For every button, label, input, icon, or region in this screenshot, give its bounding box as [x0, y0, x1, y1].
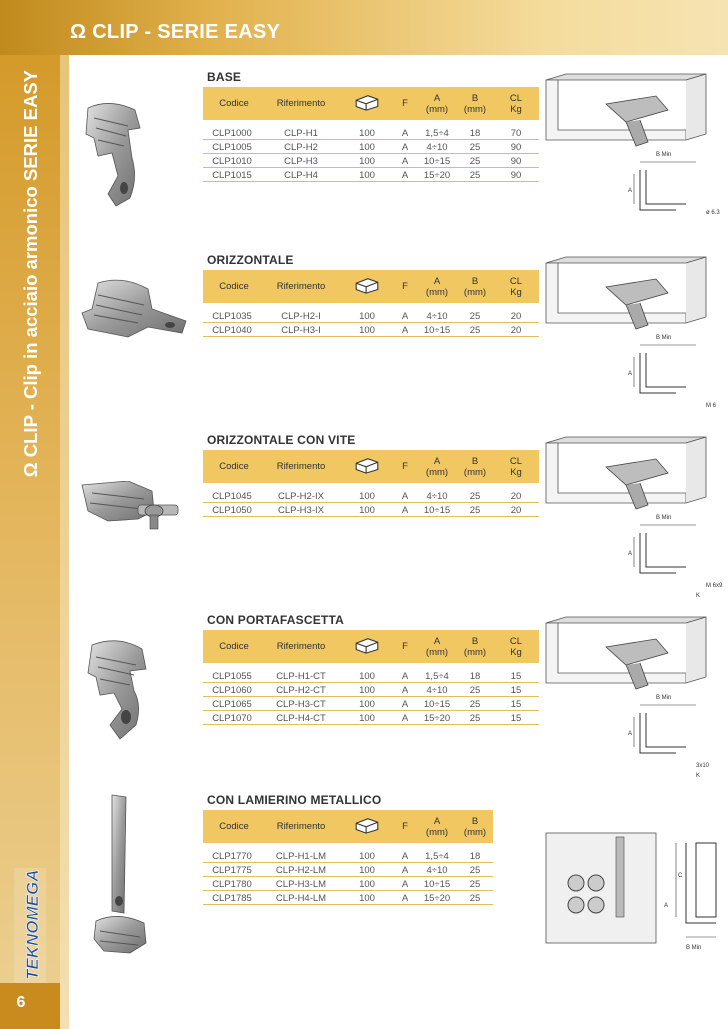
- table-cell: CLP1055: [212, 671, 252, 682]
- table-cell: CLP-H3-CT: [276, 699, 326, 710]
- table-cell: 15: [510, 671, 522, 682]
- table-cell: 25: [469, 491, 481, 502]
- page-number: 6: [16, 994, 26, 1011]
- diagram-label-bmin: B Min: [656, 515, 672, 521]
- table-cell: 20: [510, 325, 522, 336]
- col-b-unit: (mm): [463, 103, 487, 115]
- teknomega-logo: [12, 868, 48, 983]
- diagram-label-bmin: B Min: [686, 945, 702, 951]
- technical-diagram: [536, 70, 726, 245]
- product-image: [78, 275, 188, 350]
- product-image: [80, 635, 156, 750]
- diagram-label-bmin: B Min: [656, 152, 672, 158]
- table-cell: CLP-H2: [284, 142, 318, 153]
- col-cl-unit: Kg: [510, 646, 522, 658]
- table-cell: CLP-H2-IX: [278, 491, 324, 502]
- table-row: [203, 684, 539, 697]
- table-cell: CLP-H3-IX: [278, 505, 324, 516]
- box-icon: [341, 456, 393, 477]
- col-codice: Codice: [219, 98, 249, 109]
- col-cl-label: CL: [509, 275, 523, 287]
- product-image: [90, 793, 150, 968]
- table-row: [203, 155, 539, 168]
- table-cell: 15: [510, 685, 522, 696]
- col-b-label: B: [471, 275, 479, 287]
- col-b-label: B: [471, 635, 479, 647]
- table-cell: A: [401, 311, 409, 322]
- table-cell: CLP1040: [212, 325, 252, 336]
- table-cell: 1,5÷4: [425, 671, 449, 682]
- table-cell: 10÷15: [423, 505, 451, 516]
- col-b: [457, 636, 493, 658]
- table-row: [203, 712, 539, 725]
- table-cell: A: [401, 893, 409, 904]
- table-cell: 100: [359, 505, 375, 516]
- table-cell: 100: [359, 142, 375, 153]
- col-b-label: B: [471, 92, 479, 104]
- technical-diagram: [536, 813, 726, 968]
- table-cell: 10÷15: [423, 879, 451, 890]
- col-b-label: B: [471, 815, 479, 827]
- col-a-label: A: [433, 455, 441, 467]
- table-cell: 4÷10: [426, 865, 448, 876]
- col-cl: [493, 276, 539, 298]
- table-header: [203, 630, 539, 663]
- table-cell: CLP-H2-I: [281, 311, 321, 322]
- table-cell: CLP1015: [212, 170, 252, 181]
- diagram-label-hole: ø 6.3: [706, 210, 720, 216]
- product-section: [70, 613, 728, 791]
- col-cl: [493, 93, 539, 115]
- table-cell: 18: [469, 671, 481, 682]
- table-cell: 4÷10: [426, 311, 448, 322]
- col-a-unit: (mm): [425, 826, 449, 838]
- col-a: [417, 636, 457, 658]
- diagram-label-k: K: [696, 593, 701, 599]
- diagram-label-a: A: [664, 903, 669, 909]
- table-cell: 25: [469, 713, 481, 724]
- col-f: F: [402, 821, 408, 832]
- table-cell: 18: [469, 128, 481, 139]
- page-title: Ω CLIP - SERIE EASY: [70, 21, 281, 43]
- table-cell: 25: [469, 311, 481, 322]
- table-row: [203, 169, 539, 182]
- table-row: [203, 864, 493, 877]
- col-b: [457, 816, 493, 838]
- table-cell: 25: [469, 142, 481, 153]
- table-cell: CLP1775: [212, 865, 252, 876]
- section-title: ORIZZONTALE: [207, 253, 294, 267]
- table-cell: CLP-H1: [284, 128, 318, 139]
- diagram-label-thread: M 6x9: [706, 583, 723, 589]
- table-header: [203, 810, 493, 843]
- diagram-label-thread: M 6: [706, 403, 717, 409]
- table-cell: 100: [359, 128, 375, 139]
- table-row: [203, 698, 539, 711]
- table-cell: CLP-H3-LM: [275, 879, 327, 890]
- table-row: [203, 490, 539, 503]
- table-cell: 100: [359, 156, 375, 167]
- col-riferimento: Riferimento: [276, 641, 326, 652]
- product-section: [70, 433, 728, 611]
- col-a: [417, 456, 457, 478]
- table-cell: CLP1050: [212, 505, 252, 516]
- table-cell: CLP1060: [212, 685, 252, 696]
- table-cell: CLP-H4-LM: [275, 893, 327, 904]
- table-cell: CLP-H3-I: [281, 325, 321, 336]
- table-cell: 100: [359, 325, 375, 336]
- box-icon: [341, 276, 393, 297]
- table-cell: 1,5÷4: [425, 851, 449, 862]
- col-b-label: B: [471, 455, 479, 467]
- table-cell: A: [401, 685, 409, 696]
- table-cell: 25: [469, 685, 481, 696]
- table-cell: CLP-H4: [284, 170, 318, 181]
- table-header: [203, 270, 539, 303]
- technical-diagram: [536, 613, 726, 788]
- box-icon: [341, 816, 393, 837]
- table-cell: 15÷20: [423, 893, 451, 904]
- col-a-unit: (mm): [425, 646, 449, 658]
- col-b-unit: (mm): [463, 286, 487, 298]
- table-cell: 25: [469, 325, 481, 336]
- table-cell: 15÷20: [423, 713, 451, 724]
- col-f: F: [402, 461, 408, 472]
- table-cell: 100: [359, 893, 375, 904]
- diagram-label-bmin: B Min: [656, 695, 672, 701]
- table-cell: 100: [359, 865, 375, 876]
- col-a-label: A: [433, 815, 441, 827]
- col-a-unit: (mm): [425, 466, 449, 478]
- product-section: [70, 253, 728, 431]
- table-row: [203, 310, 539, 323]
- table-cell: A: [401, 699, 409, 710]
- table-cell: CLP-H2-CT: [276, 685, 326, 696]
- table-row: [203, 504, 539, 517]
- col-b: [457, 276, 493, 298]
- diagram-label-size: 3x10: [696, 763, 710, 769]
- table-cell: CLP1035: [212, 311, 252, 322]
- table-cell: 15: [510, 699, 522, 710]
- table-cell: 90: [510, 156, 522, 167]
- product-section: [70, 793, 728, 971]
- col-b: [457, 93, 493, 115]
- table-row: [203, 878, 493, 891]
- col-cl: [493, 456, 539, 478]
- table-cell: CLP1780: [212, 879, 252, 890]
- product-image: [80, 98, 150, 213]
- table-cell: CLP1070: [212, 713, 252, 724]
- table-cell: CLP1770: [212, 851, 252, 862]
- diagram-label-c: C: [678, 873, 683, 879]
- table-cell: 100: [359, 879, 375, 890]
- table-cell: 10÷15: [423, 156, 451, 167]
- col-a-label: A: [433, 635, 441, 647]
- col-f: F: [402, 281, 408, 292]
- col-a: [417, 276, 457, 298]
- table-cell: A: [401, 671, 409, 682]
- col-cl-label: CL: [509, 635, 523, 647]
- table-row: [203, 127, 539, 140]
- col-codice: Codice: [219, 461, 249, 472]
- table-header: [203, 87, 539, 120]
- table-cell: 100: [359, 671, 375, 682]
- col-b-unit: (mm): [463, 826, 487, 838]
- table-cell: 70: [510, 128, 522, 139]
- table-cell: CLP1045: [212, 491, 252, 502]
- table-cell: 20: [510, 491, 522, 502]
- table-cell: 4÷10: [426, 142, 448, 153]
- technical-diagram: [536, 433, 726, 608]
- diagram-label-a: A: [628, 731, 633, 737]
- table-cell: 15: [510, 713, 522, 724]
- table-cell: 15÷20: [423, 170, 451, 181]
- diagram-label-k: K: [696, 773, 701, 779]
- col-cl-label: CL: [509, 455, 523, 467]
- col-a-unit: (mm): [425, 286, 449, 298]
- box-icon: [341, 636, 393, 657]
- section-title: CON PORTAFASCETTA: [207, 613, 344, 627]
- col-a-label: A: [433, 92, 441, 104]
- col-cl: [493, 636, 539, 658]
- table-cell: 10÷15: [423, 325, 451, 336]
- col-codice: Codice: [219, 821, 249, 832]
- col-a-label: A: [433, 275, 441, 287]
- vertical-title: [16, 70, 46, 530]
- table-cell: A: [401, 170, 409, 181]
- table-cell: 100: [359, 685, 375, 696]
- table-cell: 25: [469, 699, 481, 710]
- table-cell: CLP-H3: [284, 156, 318, 167]
- col-a: [417, 93, 457, 115]
- table-cell: 25: [469, 156, 481, 167]
- col-a-unit: (mm): [425, 103, 449, 115]
- table-cell: A: [401, 142, 409, 153]
- col-cl-unit: Kg: [510, 103, 522, 115]
- table-cell: 90: [510, 142, 522, 153]
- table-cell: A: [401, 505, 409, 516]
- section-title: BASE: [207, 70, 242, 84]
- table-cell: A: [401, 865, 409, 876]
- table-cell: 1,5÷4: [425, 128, 449, 139]
- col-riferimento: Riferimento: [276, 281, 326, 292]
- table-cell: CLP1005: [212, 142, 252, 153]
- col-codice: Codice: [219, 281, 249, 292]
- table-cell: A: [401, 325, 409, 336]
- table-cell: CLP1785: [212, 893, 252, 904]
- table-row: [203, 141, 539, 154]
- table-cell: CLP-H2-LM: [275, 865, 327, 876]
- table-cell: A: [401, 491, 409, 502]
- col-f: F: [402, 641, 408, 652]
- col-riferimento: Riferimento: [276, 98, 326, 109]
- table-cell: 25: [469, 893, 481, 904]
- col-f: F: [402, 98, 408, 109]
- table-cell: A: [401, 713, 409, 724]
- col-cl-unit: Kg: [510, 286, 522, 298]
- table-cell: 100: [359, 699, 375, 710]
- col-a: [417, 816, 457, 838]
- table-cell: 25: [469, 170, 481, 181]
- table-cell: 4÷10: [426, 491, 448, 502]
- svg-text:TEKNOMEGA: TEKNOMEGA: [23, 869, 42, 980]
- table-header: [203, 450, 539, 483]
- table-cell: 100: [359, 851, 375, 862]
- diagram-label-a: A: [628, 188, 633, 194]
- table-cell: A: [401, 156, 409, 167]
- table-cell: A: [401, 128, 409, 139]
- product-section: [70, 70, 728, 248]
- vertical-title-text: Ω CLIP - Clip in acciaio armonico SERIE EASY: [20, 70, 41, 478]
- table-row: [203, 670, 539, 683]
- table-cell: 20: [510, 311, 522, 322]
- table-cell: CLP1010: [212, 156, 252, 167]
- section-title: ORIZZONTALE CON VITE: [207, 433, 356, 447]
- table-cell: 100: [359, 311, 375, 322]
- diagram-label-a: A: [628, 551, 633, 557]
- table-cell: 25: [469, 879, 481, 890]
- table-cell: 25: [469, 865, 481, 876]
- table-cell: 25: [469, 505, 481, 516]
- table-cell: 20: [510, 505, 522, 516]
- col-riferimento: Riferimento: [276, 821, 326, 832]
- col-riferimento: Riferimento: [276, 461, 326, 472]
- table-cell: 100: [359, 491, 375, 502]
- col-codice: Codice: [219, 641, 249, 652]
- col-cl-label: CL: [509, 92, 523, 104]
- table-cell: 100: [359, 170, 375, 181]
- table-cell: CLP-H4-CT: [276, 713, 326, 724]
- table-cell: 18: [469, 851, 481, 862]
- table-cell: CLP1065: [212, 699, 252, 710]
- col-cl-unit: Kg: [510, 466, 522, 478]
- col-b: [457, 456, 493, 478]
- technical-diagram: [536, 253, 726, 428]
- table-cell: 100: [359, 713, 375, 724]
- table-cell: 4÷10: [426, 685, 448, 696]
- table-row: [203, 324, 539, 337]
- table-row: [203, 850, 493, 863]
- table-row: [203, 892, 493, 905]
- table-cell: 90: [510, 170, 522, 181]
- table-cell: 10÷15: [423, 699, 451, 710]
- product-image: [78, 481, 188, 546]
- diagram-label-bmin: B Min: [656, 335, 672, 341]
- sidebar-stripe: [60, 55, 69, 1029]
- table-cell: CLP-H1-CT: [276, 671, 326, 682]
- table-cell: A: [401, 851, 409, 862]
- table-cell: A: [401, 879, 409, 890]
- col-b-unit: (mm): [463, 646, 487, 658]
- table-cell: CLP-H1-LM: [275, 851, 327, 862]
- diagram-label-a: A: [628, 371, 633, 377]
- table-cell: CLP1000: [212, 128, 252, 139]
- col-b-unit: (mm): [463, 466, 487, 478]
- box-icon: [341, 93, 393, 114]
- section-title: CON LAMIERINO METALLICO: [207, 793, 382, 807]
